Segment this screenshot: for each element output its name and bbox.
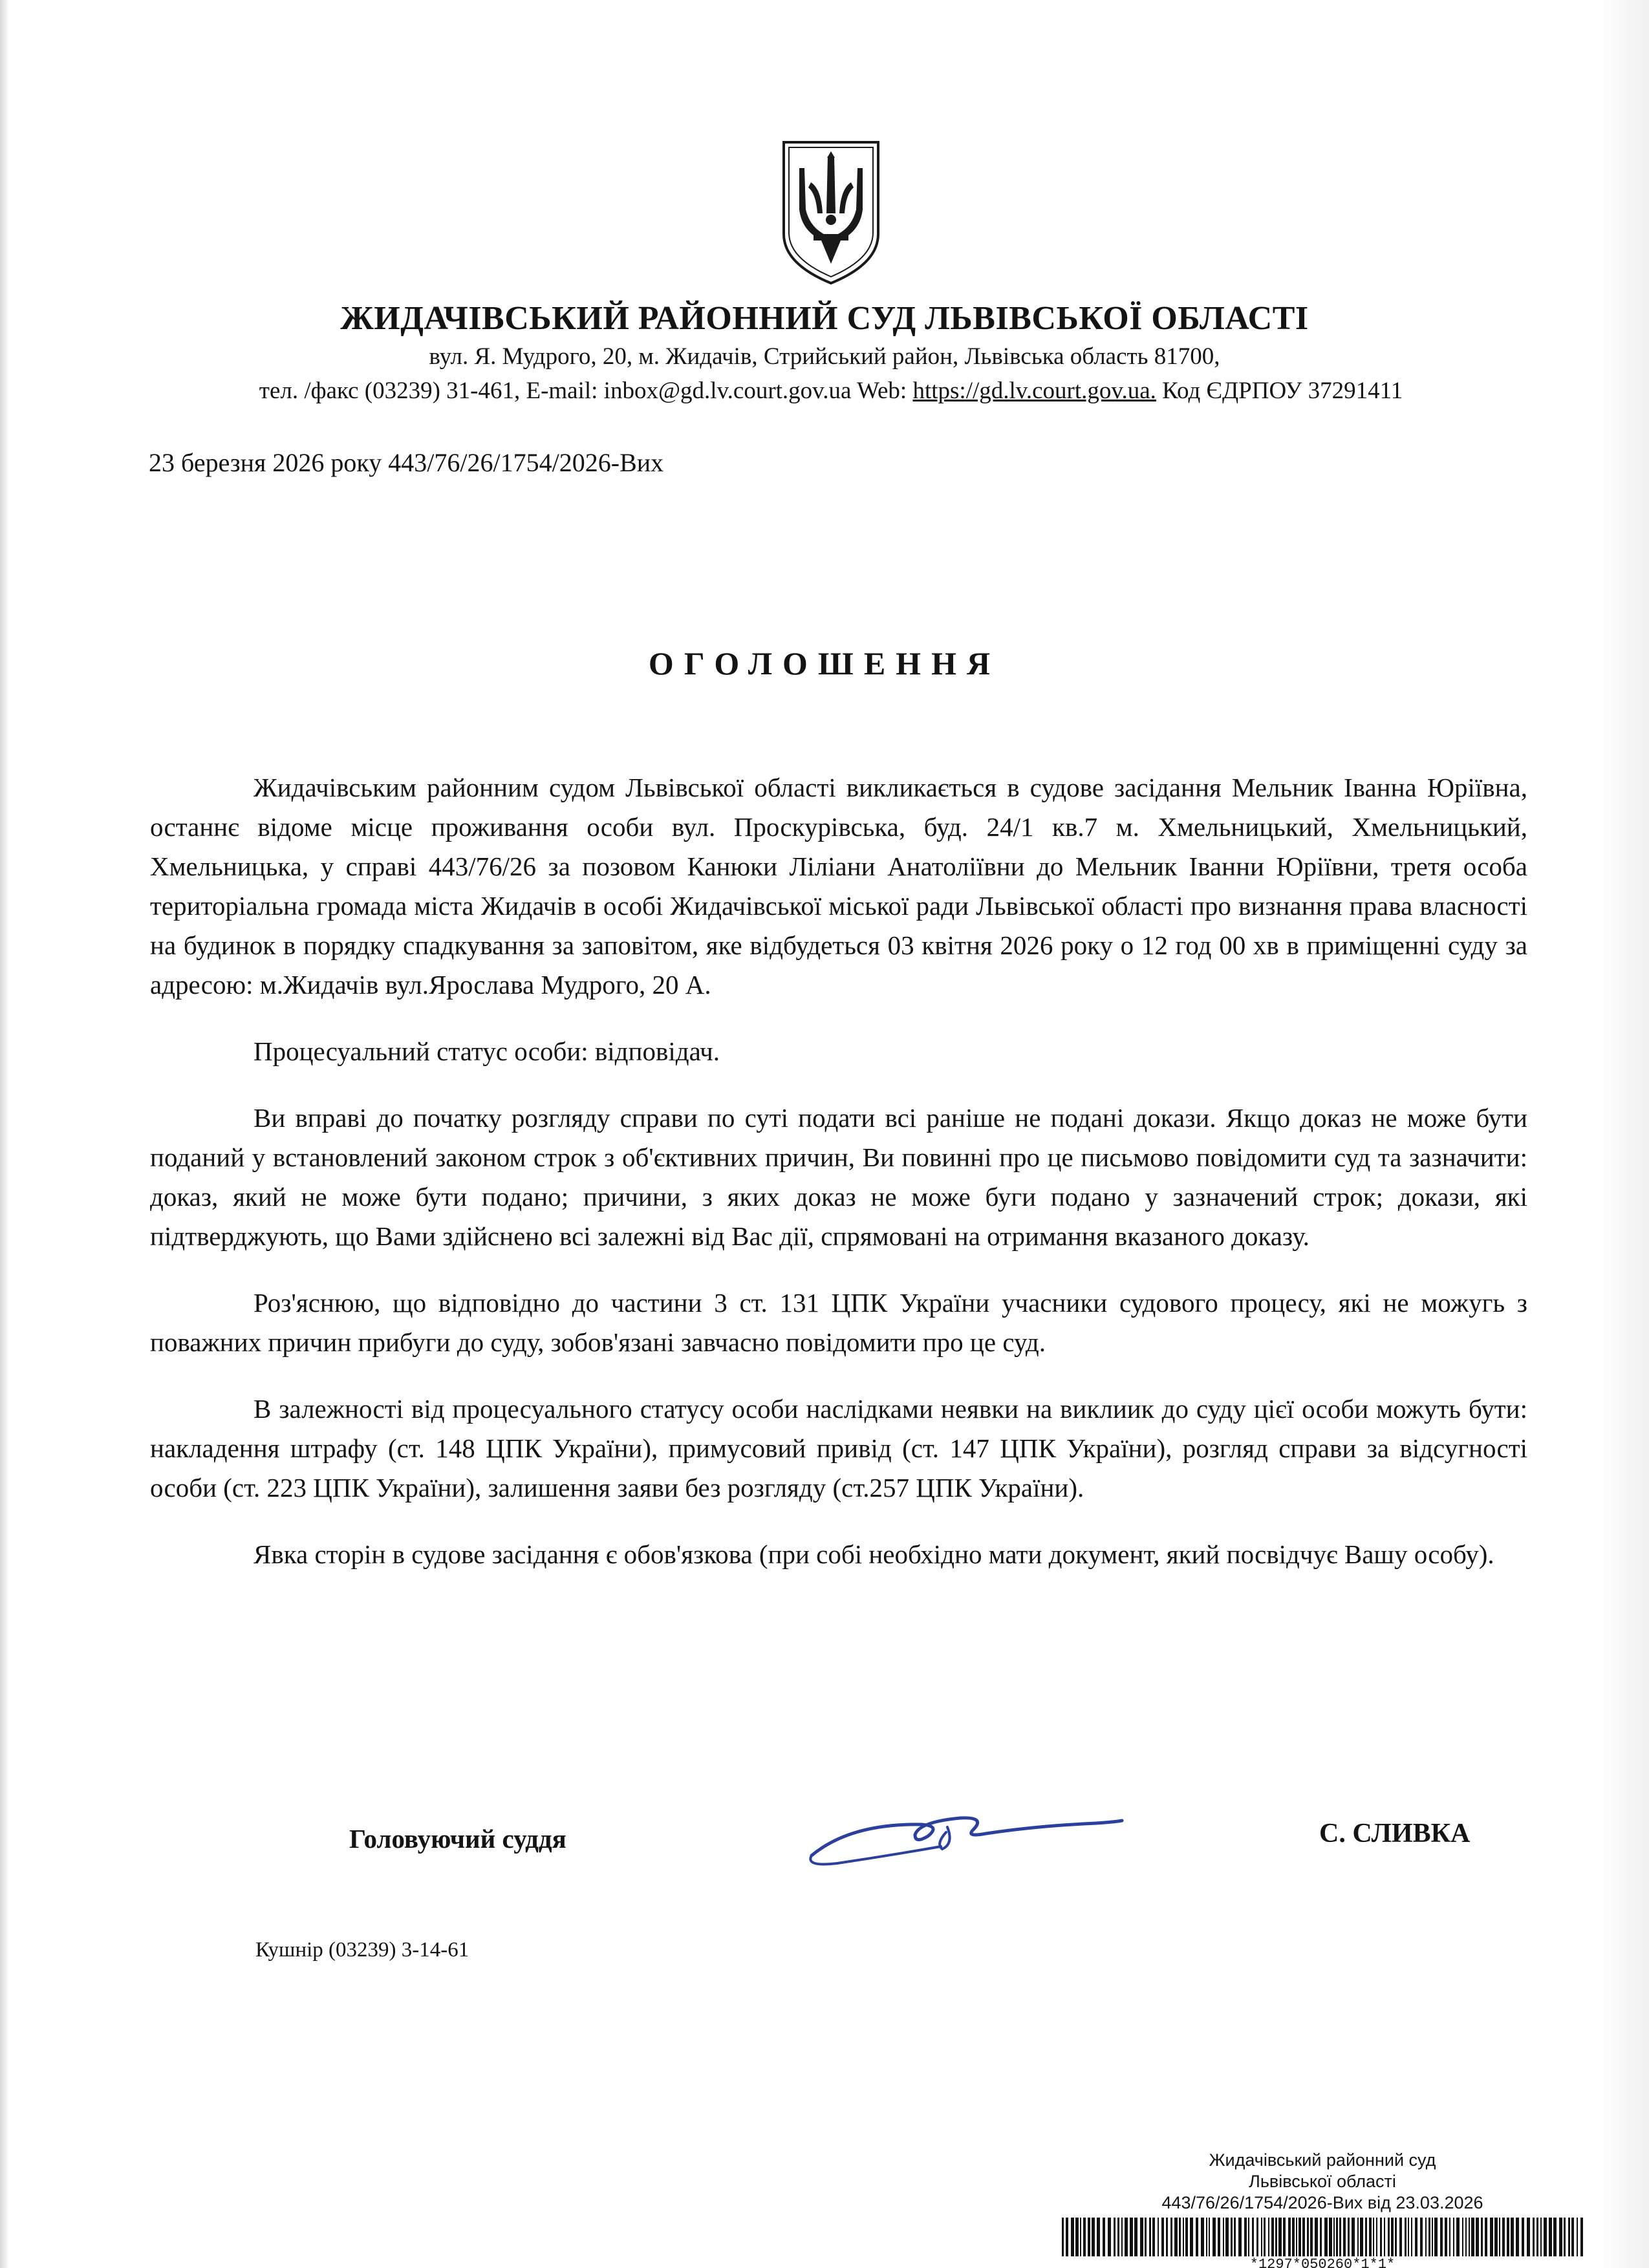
barcode-bar xyxy=(1445,2218,1447,2256)
paragraph-explanation: Роз'яснюю, що відповідно до частини 3 ст. 131 ЦПК України учасники судового процесу, які не можугь з поважних причин прибуги до суду, зобов'язані завчасно повідомити про це суд. xyxy=(150,1288,1527,1357)
paragraph-consequences: В залежності від процесуального статусу особи наслідками неявки на виклиик до суду цієї особи можуть бути: накладення штрафу (ст. 148 ЦПК України), примусовий привід (ст. 147 ЦПК України), розгляд справи за відсугності особи (ст. 223 ЦПК України), залишення заяви без розгляду (ст.257 ЦПК України). xyxy=(150,1394,1527,1503)
document-date-number: 23 березня 2026 року 443/76/26/1754/2026-Вих xyxy=(149,448,664,477)
barcode-bar xyxy=(1507,2218,1509,2256)
barcode-bar xyxy=(1092,2218,1095,2256)
barcode-bar xyxy=(1130,2218,1133,2256)
signature-title: Головуючий суддя xyxy=(349,1824,566,1854)
barcode-bar xyxy=(1071,2218,1074,2256)
barcode-bar xyxy=(1324,2218,1328,2256)
barcode-bar xyxy=(1553,2218,1557,2256)
barcode-bar xyxy=(1415,2218,1417,2256)
barcode-bar xyxy=(1384,2218,1385,2256)
barcode-bar xyxy=(1108,2218,1111,2256)
barcode-bar xyxy=(1360,2218,1363,2256)
barcode-bar xyxy=(1533,2218,1535,2256)
barcode-bar xyxy=(1307,2218,1309,2256)
barcode-bar xyxy=(1252,2218,1254,2256)
barcode-bar xyxy=(1411,2218,1412,2256)
barcode-bar xyxy=(1103,2218,1105,2256)
barcode-bar xyxy=(1158,2218,1159,2256)
registration-court: Жидачівський районний суд xyxy=(1209,2150,1436,2170)
barcode-bar xyxy=(1083,2218,1086,2256)
barcode-bar xyxy=(1428,2218,1430,2256)
barcode-bar xyxy=(1244,2218,1247,2256)
paragraph-evidence: Ви вправі до початку розгляду справи по суті подати всі раніше не подані докази. Якщо доказ не може бути поданий у встановлений законом строк з об'єктивних причин, Ви повинні про це письмово повідомити суд та зазначити: доказ, який не може бути подано; причини, з яких доказ не може буги подано у зазначений строк; докази, які підтверджують, що Вами здійснено всі залежні від Вас дії, спрямовані на отримання вказаного доказу. xyxy=(150,1103,1527,1251)
barcode-bar xyxy=(1097,2218,1100,2256)
barcode-bar xyxy=(1170,2218,1172,2256)
scan-shadow-right xyxy=(1597,0,1649,2268)
document-title: ОГОЛОШЕННЯ xyxy=(648,645,1001,681)
barcode-bar xyxy=(1125,2218,1128,2256)
barcode-bar xyxy=(1544,2218,1547,2256)
court-address: вул. Я. Мудрого, 20, м. Жидачів, Стрийський район, Львівська область 81700, xyxy=(429,343,1220,370)
barcode-bar xyxy=(1365,2218,1367,2256)
paragraph-attendance: Явка сторін в судове засідання є обов'язкова (при собі необхідно мати документ, який посвідчує Вашу особу). xyxy=(253,1539,1494,1569)
barcode-bar xyxy=(1527,2218,1530,2256)
barcode-bar xyxy=(1140,2218,1143,2256)
barcode-bar xyxy=(1206,2218,1207,2256)
judge-name: С. СЛИВКА xyxy=(1319,1819,1471,1848)
contacts-phone-email: тел. /факс (03239) 31-461, E-mail: inbox@gd.lv.court.gov.ua Web: xyxy=(259,378,913,404)
barcode-bar xyxy=(1476,2218,1479,2256)
barcode-bar xyxy=(1152,2218,1155,2256)
registration-stamp xyxy=(1054,2150,1591,2214)
barcode-bar xyxy=(1540,2218,1542,2256)
barcode-bar xyxy=(1465,2218,1467,2256)
barcode-bar xyxy=(1425,2218,1427,2256)
barcode-bar xyxy=(1271,2218,1274,2256)
court-contacts xyxy=(168,377,1494,405)
barcode-bar xyxy=(1134,2218,1137,2256)
barcode-bar xyxy=(1339,2218,1341,2256)
barcode-bar xyxy=(1348,2218,1350,2256)
barcode-bar xyxy=(1296,2218,1297,2256)
barcode-bar xyxy=(1357,2218,1359,2256)
barcode-bar xyxy=(1225,2218,1229,2256)
barcode-bar xyxy=(1310,2218,1313,2256)
barcode-bar xyxy=(1261,2218,1262,2256)
barcode-bar xyxy=(1183,2218,1184,2256)
paragraph-summons: Жидачівським районним судом Львівської області викликається в судове засідання Мельник Іванна Юріївна, останнє відоме місце проживання особи вул. Проскурівська, буд. 24/1 кв.7 м. Хмельницький, Хмельницький, Хмельницька, у справі 443/76/26 за позовом Канюки Ліліани Анатоліївни до Мельник Іванни Юріївни, третя особа територіальна громада міста Жидачів в особі Жидачівської міської ради Львівської області про визнання права власності на будинок в порядку спадкування за заповітом, яке відбудеться 03 квітня 2026 року о 12 год 00 хв в приміщенні суду за адресою: м.Жидачів вул.Ярослава Мудрого, 20 А. xyxy=(150,773,1527,1000)
barcode-bar xyxy=(1268,2218,1269,2256)
barcode-bar xyxy=(1395,2218,1397,2256)
contact-line: Кушнір (03239) 3-14-61 xyxy=(255,1938,469,1962)
barcode-bar xyxy=(1179,2218,1181,2256)
paragraph-status: Процесуальний статус особи: відповідач. xyxy=(253,1036,720,1066)
barcode-bar xyxy=(1288,2218,1291,2256)
barcode-bar xyxy=(1166,2218,1168,2256)
barcode-bar xyxy=(1190,2218,1193,2256)
barcode-bar xyxy=(1275,2218,1277,2256)
registration-number: 443/76/26/1754/2026-Вих від 23.03.2026 xyxy=(1161,2193,1483,2212)
barcode-bar xyxy=(1564,2218,1566,2256)
barcode-bar xyxy=(1462,2218,1463,2256)
barcode-bar xyxy=(1320,2218,1322,2256)
barcode-bar xyxy=(1066,2218,1068,2256)
barcode-bar xyxy=(1568,2218,1570,2256)
barcode-bar xyxy=(1502,2218,1505,2256)
barcode-bar xyxy=(1469,2218,1470,2256)
barcode-bar xyxy=(1238,2218,1242,2256)
barcode-bar xyxy=(1408,2218,1409,2256)
barcode-bar xyxy=(1121,2218,1123,2256)
barcode-bar xyxy=(1299,2218,1301,2256)
barcode-bar xyxy=(1432,2218,1433,2256)
barcode-bar xyxy=(1471,2218,1474,2256)
barcode-bar xyxy=(1499,2218,1500,2256)
barcode-bar xyxy=(1580,2218,1583,2256)
barcode-bar xyxy=(1117,2218,1119,2256)
barcode-bar xyxy=(1380,2218,1382,2256)
barcode-bar xyxy=(1223,2218,1224,2256)
barcode-bar xyxy=(1481,2218,1483,2256)
barcode xyxy=(1061,2218,1584,2256)
barcode-bar xyxy=(1234,2218,1236,2256)
barcode-bar xyxy=(1490,2218,1493,2256)
document-body xyxy=(150,768,1527,1601)
barcode-bar xyxy=(1373,2218,1374,2256)
edrpou-code: Код ЄДРПОУ 37291411 xyxy=(1156,378,1403,404)
barcode-bar xyxy=(1549,2218,1552,2256)
barcode-bar xyxy=(1080,2218,1081,2256)
barcode-bar xyxy=(1388,2218,1390,2256)
barcode-bar xyxy=(1336,2218,1338,2256)
barcode-bar xyxy=(1209,2218,1210,2256)
barcode-bar xyxy=(1302,2218,1305,2256)
barcode-bar xyxy=(1196,2218,1198,2256)
barcode-bar xyxy=(1420,2218,1423,2256)
barcode-bar xyxy=(1114,2218,1116,2256)
barcode-bar xyxy=(1145,2218,1147,2256)
barcode-bar xyxy=(1062,2218,1064,2256)
court-name: ЖИДАЧІВСЬКИЙ РАЙОННИЙ СУД ЛЬВІВСЬКОЇ ОБЛАСТІ xyxy=(340,300,1309,337)
barcode-bar xyxy=(1256,2218,1258,2256)
barcode-bar xyxy=(1201,2218,1204,2256)
barcode-bar xyxy=(1399,2218,1402,2256)
barcode-bar xyxy=(1352,2218,1355,2256)
scan-shadow-left xyxy=(0,0,9,2268)
barcode-bar xyxy=(1485,2218,1487,2256)
barcode-bar xyxy=(1212,2218,1216,2256)
barcode-bar xyxy=(1376,2218,1377,2256)
barcode-bar xyxy=(1315,2218,1318,2256)
barcode-bar xyxy=(1161,2218,1164,2256)
barcode-bar xyxy=(1559,2218,1562,2256)
barcode-bar xyxy=(1405,2218,1406,2256)
barcode-bar xyxy=(1231,2218,1233,2256)
barcode-bar xyxy=(1369,2218,1372,2256)
barcode-bar xyxy=(1449,2218,1450,2256)
barcode-bar xyxy=(1264,2218,1266,2256)
barcode-bar xyxy=(1329,2218,1332,2256)
barcode-bar xyxy=(1174,2218,1178,2256)
barcode-bar xyxy=(1343,2218,1346,2256)
barcode-bar xyxy=(1391,2218,1394,2256)
barcode-bar xyxy=(1088,2218,1090,2256)
barcode-bar xyxy=(1283,2218,1286,2256)
barcode-bar xyxy=(1218,2218,1220,2256)
barcode-text: *1297*050260*1*1* xyxy=(1249,2256,1396,2268)
barcode-bar xyxy=(1453,2218,1454,2256)
barcode-bar xyxy=(1577,2218,1578,2256)
coat-of-arms-icon xyxy=(776,137,886,287)
barcode-bar xyxy=(1536,2218,1538,2256)
barcode-bar xyxy=(1278,2218,1282,2256)
barcode-bar xyxy=(1440,2218,1443,2256)
barcode-bar xyxy=(1522,2218,1524,2256)
barcode-bar xyxy=(1149,2218,1151,2256)
barcode-bar xyxy=(1511,2218,1514,2256)
barcode-bar xyxy=(1075,2218,1079,2256)
barcode-bar xyxy=(1434,2218,1438,2256)
court-website-link[interactable]: https://gd.lv.court.gov.ua. xyxy=(912,378,1156,404)
barcode-bar xyxy=(1456,2218,1460,2256)
barcode-bar xyxy=(1494,2218,1498,2256)
barcode-bar xyxy=(1516,2218,1519,2256)
barcode-bar xyxy=(1571,2218,1574,2256)
barcode-bar xyxy=(1292,2218,1295,2256)
barcode-bar xyxy=(1185,2218,1188,2256)
barcode-bar xyxy=(1333,2218,1335,2256)
registration-region: Львівської області xyxy=(1249,2172,1396,2191)
barcode-bar xyxy=(1248,2218,1249,2256)
handwritten-signature xyxy=(792,1784,1128,1875)
